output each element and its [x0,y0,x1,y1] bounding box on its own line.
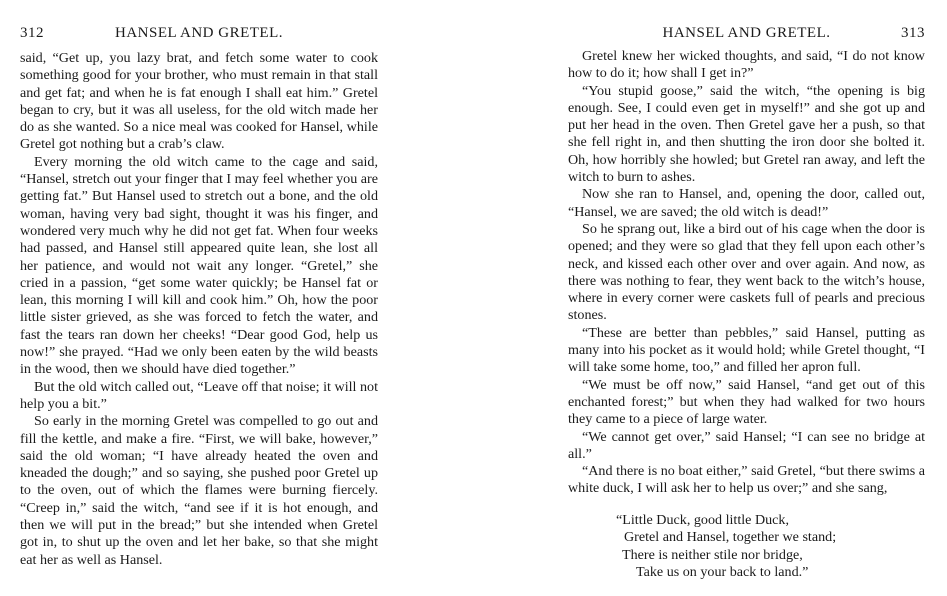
paragraph: “These are better than pebbles,” said Hansel, putting as many into his pocket as it would hold; while Gretel thought, “I will take some home, too,” and filled her apron full. [568,324,925,376]
paragraph: So he sprang out, like a bird out of his cage when the door is opened; and they were so glad that they fell upon each other’s neck, and kissed each other over and over again. And now, as there was nothing to fear, they went back to the witch’s house, where in every corner were caskets full of pearls and precious stones. [568,220,925,324]
left-page-header [20,25,378,43]
verse-line: There is neither stile nor bridge, [622,546,803,563]
right-page-body [568,48,925,498]
duck-verse [616,512,836,581]
paragraph: “We cannot get over,” said Hansel; “I can see no bridge at all.” [568,428,925,462]
left-page [0,0,390,596]
verse-line: Take us on your back to land.” [636,563,809,580]
paragraph: “We must be off now,” said Hansel, “and get out of this enchanted forest;” but when they had walked for two hours they came to a piece of large water. [568,376,925,428]
paragraph: “And there is no boat either,” said Gretel, “but there swims a white duck, I will ask her to help us over;” and she sang, [568,463,925,497]
paragraph: Gretel knew her wicked thoughts, and said, “I do not know how to do it; how shall I get in?” [568,48,925,82]
left-running-title: HANSEL AND GRETEL. [114,25,284,41]
paragraph: said, “Get up, you lazy brat, and fetch some water to cook something good for your brother, who must remain in that stall and get fat; and when he is fat enough I shall eat him.” Gretel began to cry, but it was all useless, for the old witch made her do as she wanted. So a nice meal was cooked for Hansel, while Gretel got nothing but a crab’s claw. [20,50,378,153]
book-gutter [390,0,560,596]
paragraph: Now she ran to Hansel, and, opening the door, called out, “Hansel, we are saved; the old witch is dead!” [568,186,925,220]
paragraph: “You stupid goose,” said the witch, “the opening is big enough. See, I could even get in myself!” and she got up and put her head in the oven. Then Gretel gave her a push, so that she fell right in, and then shutting the iron door she bolted it. Oh, how horribly she howled; but Gretel ran away, and left the witch to burn to ashes. [568,82,925,186]
paragraph: But the old witch called out, “Leave off that noise; it will not help you a bit.” [20,378,378,412]
right-running-title: HANSEL AND GRETEL. [662,25,831,41]
paragraph: So early in the morning Gretel was compelled to go out and fill the kettle, and make a fire. “First, we will bake, however,” said the old woman; “I have already heated the oven and kneaded the dough;” and so saying, she pushed poor Gretel up to the oven, out of which the flames were burning fiercely. “Creep in,” said the witch, “and see if it is hot enough, and then we will put in the bread;” but she intended when Gretel got in, to shut up the oven and let her bake, so that she might eat her as well as Hansel. [20,413,378,568]
right-page [560,0,947,596]
left-page-number: 312 [20,25,44,41]
paragraph: Every morning the old witch came to the cage and said, “Hansel, stretch out your finger that I may feel whether you are getting fat.” But Hansel used to stretch out a bone, and the old woman, having very bad sight, thought it was his finger, and wondered very much why he did not get fat. When four weeks had passed, and Hansel still appeared quite lean, she lost all her patience, and would not wait any longer. “Gretel,” she cried in a passion, “get some water quickly; be Hansel fat or lean, this morning I will kill and cook him.” Oh, how the poor little sister grieved, as she was forced to fetch the water, and fast the tears ran down her cheeks! “Dear good God, help us now!” she prayed. “Had we only been eaten by the wild beasts in the wood, then we should have died together.” [20,153,378,378]
verse-line: “Little Duck, good little Duck, [616,512,789,528]
verse-line: Gretel and Hansel, together we stand; [624,529,837,546]
left-page-body [20,50,378,569]
right-page-number: 313 [901,25,925,41]
right-page-header [568,25,925,43]
